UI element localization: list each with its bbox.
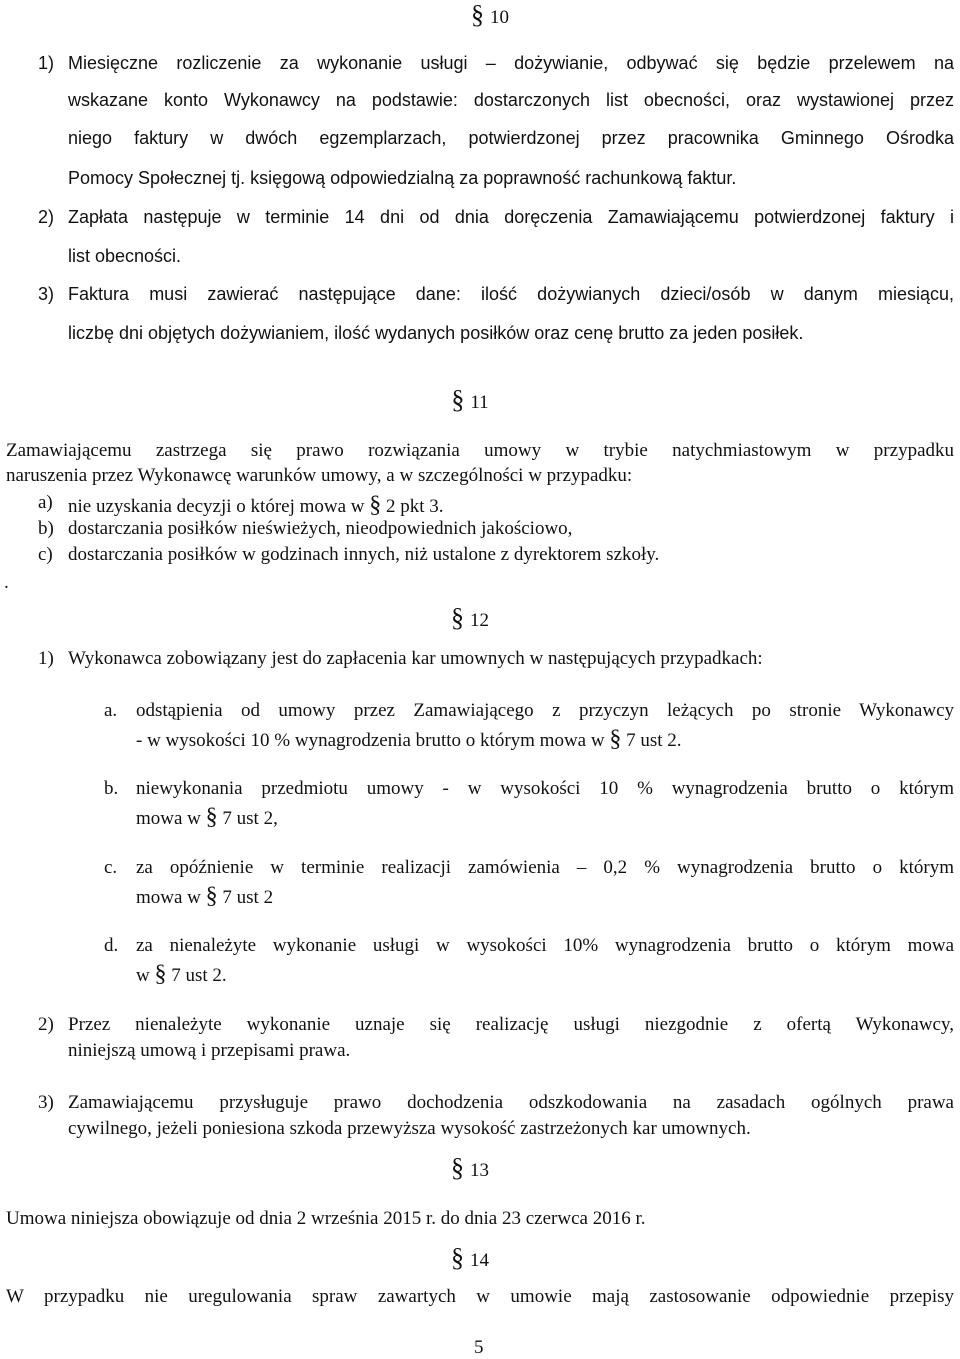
section-heading-14: § 14: [451, 1243, 489, 1272]
paragraph-line: Umowa niniejsza obowiązuje od dnia 2 września 2015 r. do dnia 23 czerwca 2016 r.: [6, 1208, 646, 1229]
item-number: 3): [38, 1092, 54, 1113]
paragraph-line: Przez nienależyte wykonanie uznaje się realizację usługi niezgodnie z ofertą Wykonawcy,: [68, 1014, 954, 1035]
list-item: dostarczania posiłków nieświeżych, nieodpowiednich jakościowo,: [68, 518, 573, 539]
item-number: 1): [38, 648, 54, 669]
paragraph-line: W przypadku nie uregulowania spraw zawartych w umowie mają zastosowanie odpowiednie przepisy: [6, 1286, 954, 1307]
paragraph-line: Faktura musi zawierać następujące dane: ilość dożywianych dzieci/osób w danym miesiącu,: [68, 284, 954, 304]
item-letter: a): [38, 492, 53, 513]
paragraph-line: - w wysokości 10 % wynagrodzenia brutto o którym mowa w § 7 ust 2.: [136, 726, 682, 752]
list-item: dostarczania posiłków w godzinach innych, niż ustalone z dyrektorem szkoły.: [68, 544, 660, 565]
item-letter: c): [38, 544, 53, 565]
paragraph-line: Zapłata następuje w terminie 14 dni od dnia doręczenia Zamawiającemu potwierdzonej faktury i: [68, 207, 954, 227]
section-heading-11: § 11: [451, 385, 489, 414]
paragraph-line: w § 7 ust 2.: [136, 961, 227, 987]
paragraph-line: niewykonania przedmiotu umowy - w wysokości 10 % wynagrodzenia brutto o którym: [136, 778, 954, 799]
paragraph-line: mowa w § 7 ust 2: [136, 883, 274, 909]
paragraph-line: wskazane konto Wykonawcy na podstawie: dostarczonych list obecności, oraz wystawionej przez: [68, 90, 954, 110]
paragraph-line: niego faktury w dwóch egzemplarzach, potwierdzonej przez pracownika Gminnego Ośrodka: [68, 128, 954, 148]
item-number: 2): [38, 207, 55, 227]
item-letter: a.: [104, 700, 118, 721]
item-number: 3): [38, 284, 55, 304]
paragraph-line: cywilnego, jeżeli poniesiona szkoda przewyższa wysokość zastrzeżonych kar umownych.: [68, 1118, 751, 1139]
paragraph-line: liczbę dni objętych dożywianiem, ilość wydanych posiłków oraz cenę brutto za jeden posiłek.: [68, 323, 804, 343]
stray-dot: .: [4, 572, 9, 593]
item-letter: b): [38, 518, 54, 539]
paragraph-line: Pomocy Społecznej tj. księgową odpowiedzialną za poprawność rachunkową faktur.: [68, 168, 737, 188]
item-letter: c.: [104, 857, 118, 878]
paragraph-line: odstąpienia od umowy przez Zamawiającego z przyczyn leżących po stronie Wykonawcy: [136, 700, 954, 721]
paragraph-line: mowa w § 7 ust 2,: [136, 804, 278, 830]
item-number: 1): [38, 53, 55, 73]
paragraph-line: Zamawiającemu przysługuje prawo dochodzenia odszkodowania na zasadach ogólnych prawa: [68, 1092, 954, 1113]
section-heading-10: § 10: [471, 0, 509, 29]
section-heading-12: § 12: [451, 603, 489, 632]
paragraph-line: Miesięczne rozliczenie za wykonanie usługi – dożywianie, odbywać się będzie przelewem na: [68, 53, 954, 73]
paragraph-line: za nienależyte wykonanie usługi w wysokości 10% wynagrodzenia brutto o którym mowa: [136, 935, 954, 956]
item-letter: b.: [104, 778, 119, 799]
section-heading-13: § 13: [451, 1153, 489, 1182]
item-letter: d.: [104, 935, 119, 956]
paragraph-line: za opóźnienie w terminie realizacji zamówienia – 0,2 % wynagrodzenia brutto o którym: [136, 857, 954, 878]
list-item: nie uzyskania decyzji o której mowa w § 2 pkt 3.: [68, 492, 444, 518]
paragraph-line: niniejszą umową i przepisami prawa.: [68, 1040, 351, 1061]
item-number: 2): [38, 1014, 54, 1035]
page-number: 5: [474, 1337, 484, 1358]
paragraph-line: Zamawiającemu zastrzega się prawo rozwiązania umowy w trybie natychmiastowym w przypadku: [6, 440, 954, 461]
paragraph-line: naruszenia przez Wykonawcę warunków umowy, a w szczególności w przypadku:: [6, 465, 633, 486]
paragraph-line: Wykonawca zobowiązany jest do zapłacenia kar umownych w następujących przypadkach:: [68, 648, 763, 669]
paragraph-line: list obecności.: [68, 246, 182, 266]
